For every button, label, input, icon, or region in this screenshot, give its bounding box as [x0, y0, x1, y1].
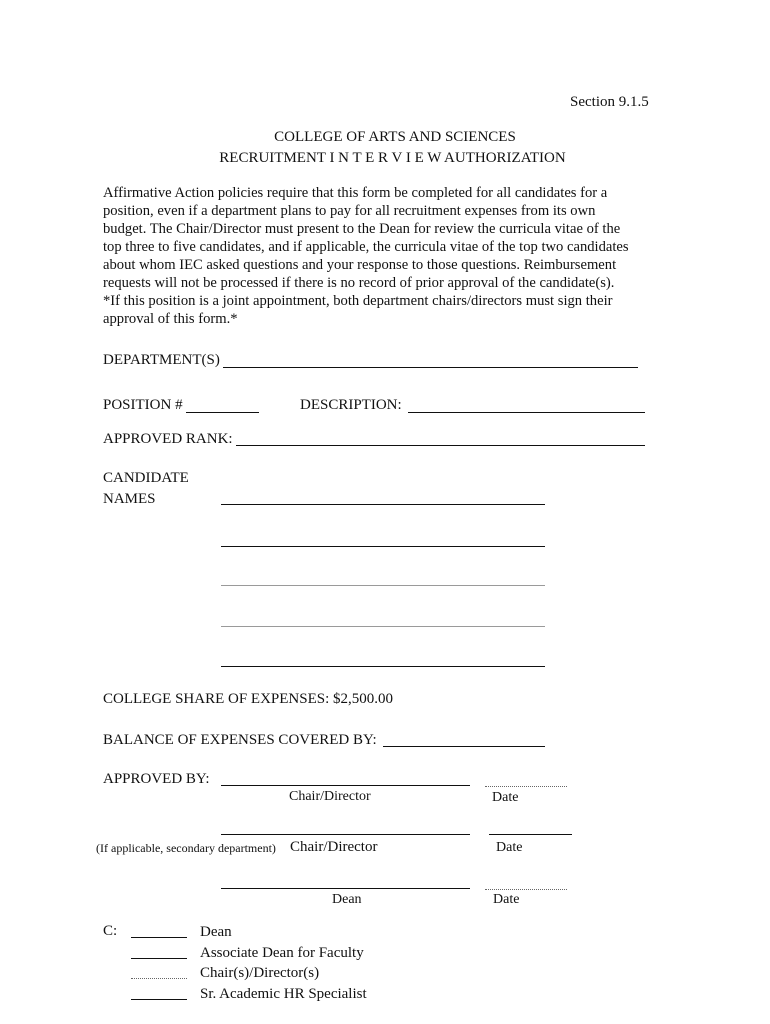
balance-covered-label: BALANCE OF EXPENSES COVERED BY:	[103, 732, 377, 748]
college-share-text: COLLEGE SHARE OF EXPENSES: $2,500.00	[103, 691, 394, 707]
cc-recipient-dean: Dean	[200, 924, 232, 940]
intro-line: *If this position is a joint appointment, both department chairs/directors must sign their	[103, 293, 613, 309]
dean-date-caption: Date	[493, 892, 520, 907]
form-title-college: COLLEGE OF ARTS AND SCIENCES	[274, 129, 516, 145]
candidate-name-field-1[interactable]	[221, 504, 545, 505]
candidate-names-label-2: NAMES	[103, 491, 156, 507]
cc-check-hr-specialist[interactable]	[131, 999, 187, 1000]
approved-rank-field[interactable]	[236, 445, 645, 446]
position-number-field[interactable]	[186, 412, 259, 413]
section-number: Section 9.1.5	[570, 94, 649, 110]
position-number-label: POSITION #	[103, 397, 183, 413]
department-field[interactable]	[223, 367, 638, 368]
cc-check-associate-dean[interactable]	[131, 958, 187, 959]
approved-rank-label: APPROVED RANK:	[103, 431, 233, 447]
intro-line: position, even if a department plans to pay for all recruitment expenses from its own	[103, 203, 596, 219]
secondary-department-note: (If applicable, secondary department)	[96, 841, 276, 855]
candidate-name-field-3[interactable]	[221, 585, 545, 586]
intro-line: top three to five candidates, and if applicable, the curricula vitae of the top two candidates	[103, 239, 629, 255]
dean-caption: Dean	[332, 892, 362, 907]
candidate-name-field-4[interactable]	[221, 626, 545, 627]
cc-label: C:	[103, 923, 118, 939]
secondary-date-caption: Date	[496, 840, 523, 855]
candidate-name-field-5[interactable]	[221, 666, 545, 667]
intro-paragraph	[103, 184, 663, 328]
secondary-chair-caption: Chair/Director	[290, 839, 378, 855]
cc-check-chairs[interactable]	[131, 978, 187, 979]
description-field[interactable]	[408, 412, 645, 413]
chair-date-caption: Date	[492, 790, 519, 805]
intro-line: approval of this form.*	[103, 311, 238, 327]
chair-signature-field[interactable]	[221, 785, 470, 786]
intro-line: Affirmative Action policies require that this form be completed for all candidates for a	[103, 185, 608, 201]
department-label: DEPARTMENT(S)	[103, 352, 220, 368]
balance-covered-field[interactable]	[383, 746, 545, 747]
intro-line: requests will not be processed if there is no record of prior approval of the candidate(s).	[103, 275, 615, 291]
dean-date-field[interactable]	[485, 889, 567, 890]
candidate-name-field-2[interactable]	[221, 546, 545, 547]
description-label: DESCRIPTION:	[300, 397, 402, 413]
form-title-authorization: RECRUITMENT I N T E R V I E W AUTHORIZATION	[219, 150, 566, 166]
cc-check-dean[interactable]	[131, 937, 187, 938]
cc-recipient-chairs: Chair(s)/Director(s)	[200, 965, 320, 981]
chair-date-field[interactable]	[485, 786, 567, 787]
chair-director-caption: Chair/Director	[289, 789, 371, 804]
intro-line: budget. The Chair/Director must present to the Dean for review the curricula vitae of the	[103, 221, 621, 237]
secondary-date-field[interactable]	[489, 834, 572, 835]
secondary-chair-signature-field[interactable]	[221, 834, 470, 835]
candidate-names-label: CANDIDATE	[103, 470, 189, 486]
cc-recipient-hr-specialist: Sr. Academic HR Specialist	[200, 986, 367, 1002]
cc-recipient-associate-dean: Associate Dean for Faculty	[200, 945, 364, 961]
intro-line: about whom IEC asked questions and your response to those questions. Reimbursement	[103, 257, 617, 273]
dean-signature-field[interactable]	[221, 888, 470, 889]
approved-by-label: APPROVED BY:	[103, 771, 210, 787]
